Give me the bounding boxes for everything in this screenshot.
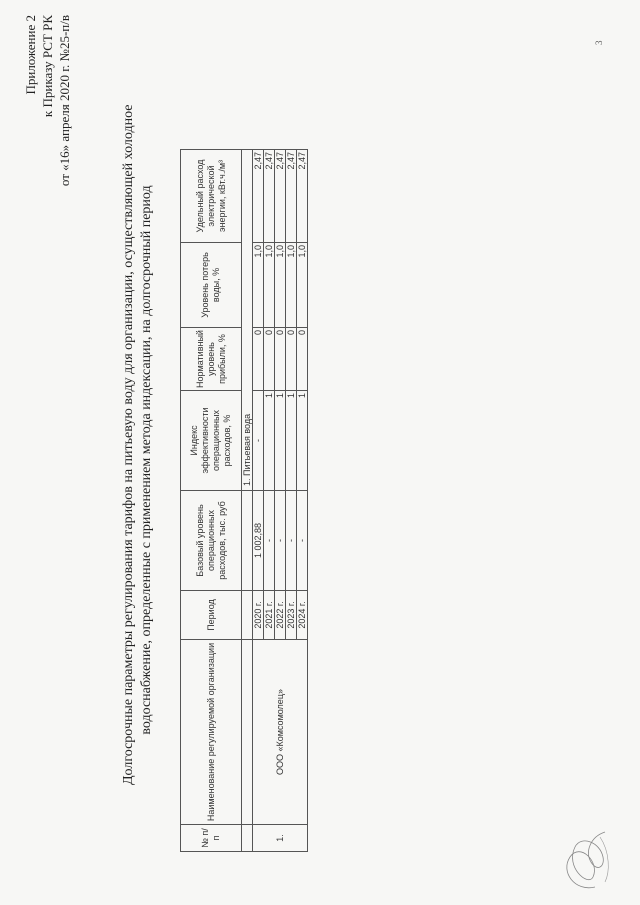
signature-icon [555,827,615,897]
profit-level-cell: 0 [297,328,308,391]
period-cell: 2020 г. [253,591,264,640]
section-row [242,150,253,852]
base-opex-cell: - [275,491,286,591]
parameters-table [180,149,308,852]
period-cell: 2023 г. [286,591,297,640]
energy-cell: 2,47 [297,150,308,243]
header-profit-level: Нормативный уровень прибыли, % [181,328,242,391]
loss-level-cell: 1,0 [297,243,308,328]
efficiency-index-cell: 1 [264,391,275,491]
period-cell: 2022 г. [275,591,286,640]
period-cell: 2021 г. [264,591,275,640]
title-line-1: Долгосрочные параметры регулирования тарифов на питьевую воду для организации, осуществляющей холодное [121,104,136,785]
parameters-table-wrap [180,149,308,852]
energy-cell: 2,47 [286,150,297,243]
loss-level-cell: 1,0 [264,243,275,328]
period-cell: 2024 г. [297,591,308,640]
loss-level-cell: 1,0 [275,243,286,328]
energy-cell: 2,47 [253,150,264,243]
base-opex-cell: - [264,491,275,591]
section-label: 1. Питьевая вода [242,150,253,491]
base-opex-cell: 1 002,88 [253,491,264,591]
page-number: 3 [594,40,604,45]
base-opex-cell: - [286,491,297,591]
profit-level-cell: 0 [286,328,297,391]
efficiency-index-cell: 1 [286,391,297,491]
appendix-line-1: Приложение 2 [23,15,38,95]
energy-cell: 2,47 [264,150,275,243]
row-number: 1. [253,825,308,852]
document-title [120,104,156,785]
appendix-line-3: от «16» апреля 2020 г. №25-п/в [57,15,72,187]
loss-level-cell: 1,0 [286,243,297,328]
efficiency-index-cell: 1 [275,391,286,491]
base-opex-cell: - [297,491,308,591]
header-base-opex: Базовый уровень операционных расходов, тыс. руб [181,491,242,591]
header-efficiency-index: Индекс эффективности операционных расходов, % [181,391,242,491]
title-line-2: водоснабжение, определенные с применением метода индексации, на долгосрочный период [139,185,154,735]
header-period: Период [181,591,242,640]
energy-cell: 2,47 [275,150,286,243]
appendix-reference [22,15,73,245]
efficiency-index-cell: - [253,391,264,491]
profit-level-cell: 0 [275,328,286,391]
header-organization: Наименование регулируемой организации [181,640,242,825]
appendix-line-2: к Приказу РСТ РК [40,15,55,118]
loss-level-cell: 1,0 [253,243,264,328]
header-number: № п/п [181,825,242,852]
efficiency-index-cell: 1 [297,391,308,491]
table-header-row [181,150,242,852]
profit-level-cell: 0 [253,328,264,391]
organization-name: ООО «Комсомолец» [253,640,308,825]
profit-level-cell: 0 [264,328,275,391]
table-row [253,150,264,852]
header-energy-consumption: Удельный расход электрической энергии, кВт.ч./м³ [181,150,242,243]
header-loss-level: Уровень потерь воды, % [181,243,242,328]
